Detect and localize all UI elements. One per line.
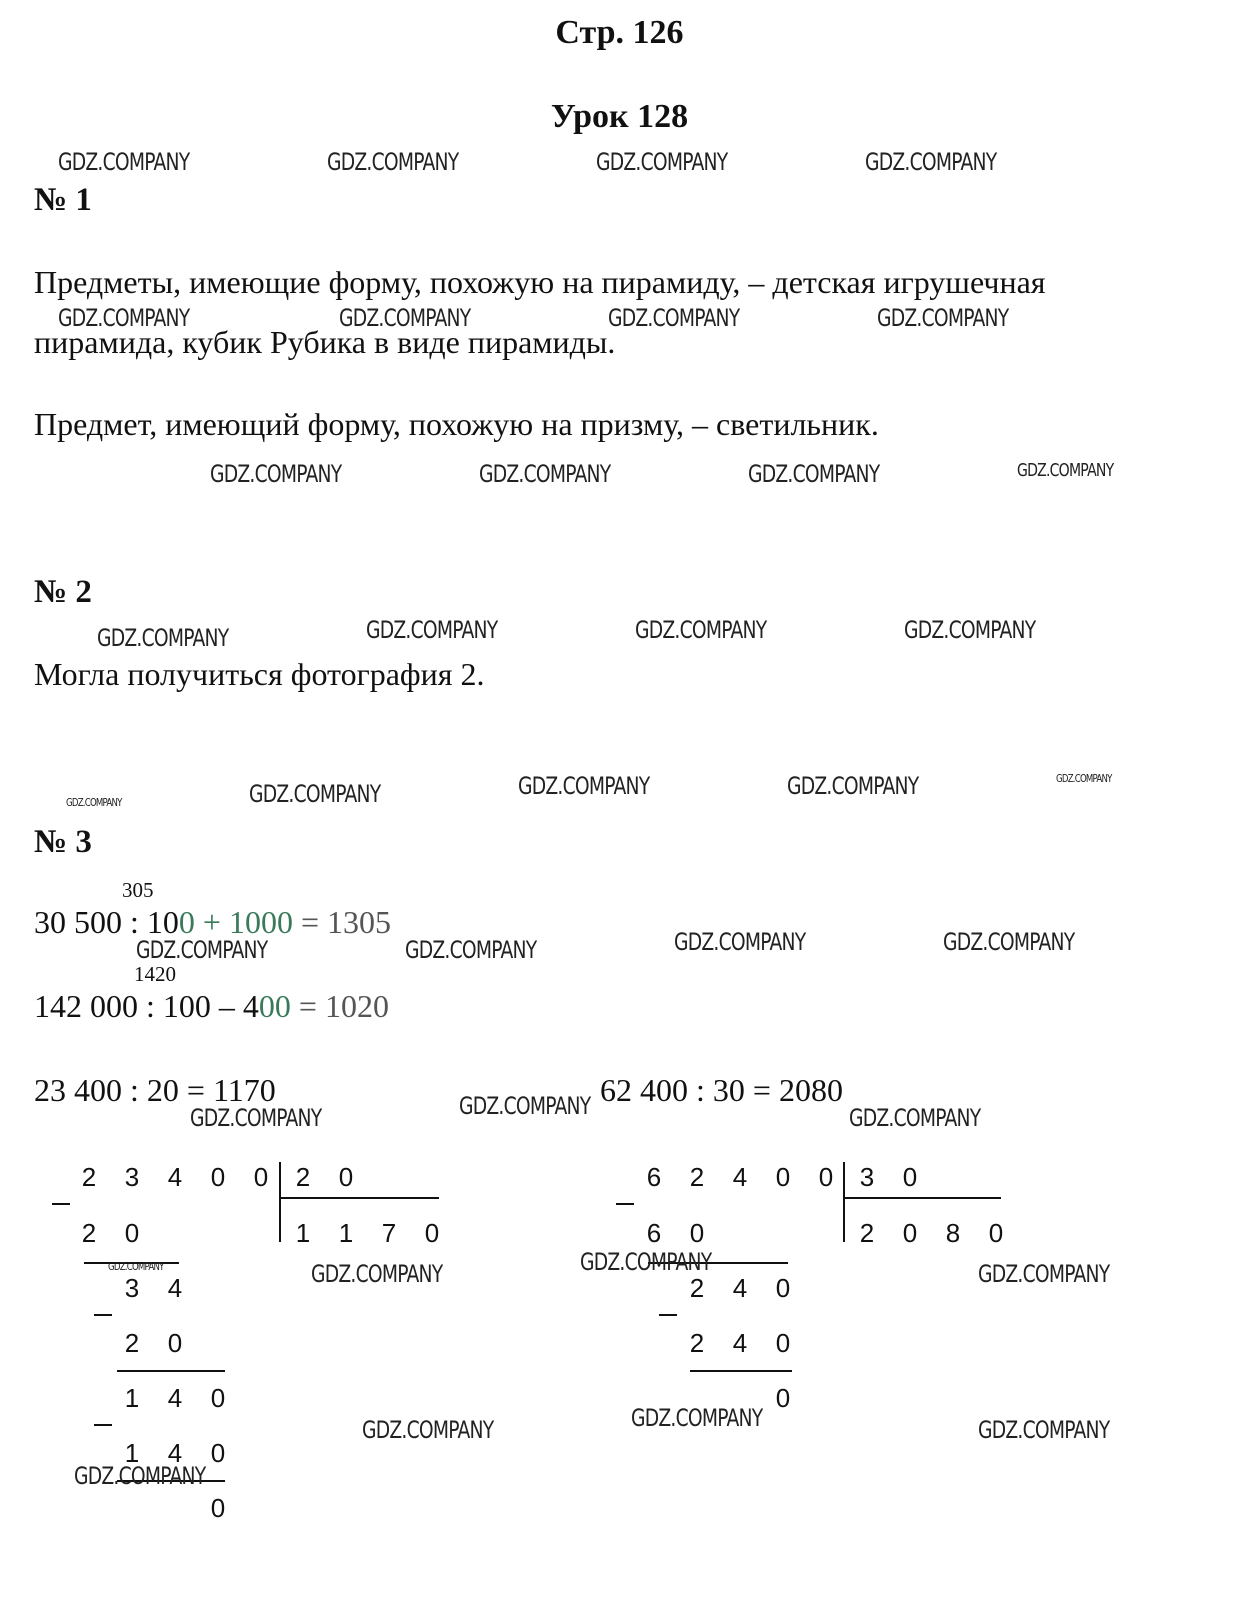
textbook-page: Стр. 126 Урок 128 № 1 Предметы, имеющие форму, похожую на пирамиду, – детская игрушечная пирамида, кубик Рубика в виде пирамиды. Предмет, имеющий форму, похожую на призму, – светильник. № 2 Могла получиться фотография 2. № 3 305 30 500 : 100 + 1000 = 1305 1420 142 000 : 100 – 400 = 1020 23 400 : 20 = 1170 62 400 : 30 = 2080 2 3 4 0 0 2 0 1 1 7 0 2 0 3 4 2 0 1 4 0 1 4 0 0 6 2 4 0 0 3 0 2 0 8 0 6 0 2 4 0 2 4 0 0 GDZ.COMPANY GDZ.COMPANY GDZ.COMPANY GDZ.COMPANY GDZ.COMPANY GDZ.COMPANY GDZ.COMPANY GDZ.COMPANY GDZ.COMPANY GDZ.COMPANY GDZ.COMPANY GDZ.COMPANY GDZ.COMPANY GDZ.COMPANY GDZ.COMPANY GDZ.COMPANY GDZ.COMPANY GDZ.COMPANY GDZ.COMPANY GDZ.COMPANY GDZ.COMPANY GDZ.COMPANY GDZ.COMPANY GDZ.COMPANY GDZ.COMPANY GDZ.COMPANY GDZ.COMPANY GDZ.COMPANY GDZ.COMPANY GDZ.COMPANY GDZ.COMPANY GDZ.COMPANY GDZ.COMPANY GDZ.COMPANY GDZ.COMPANY GDZ.COMPANY xyxy=(0,0,1239,1608)
expr-2-intermediate-note: 1420 xyxy=(134,962,176,986)
expr-2-part-3: = 1020 xyxy=(290,988,389,1024)
watermark: GDZ.COMPANY xyxy=(877,304,1009,332)
watermark: GDZ.COMPANY xyxy=(249,780,381,808)
watermark: GDZ.COMPANY xyxy=(748,460,880,488)
expr-3: 23 400 : 20 = 1170 xyxy=(34,1072,276,1108)
task-1-text-line-3: Предмет, имеющий форму, похожую на призму, – светильник. xyxy=(34,406,879,442)
expr-2-part-2: 00 xyxy=(258,988,291,1024)
watermark: GDZ.COMPANY xyxy=(136,936,268,964)
expr-1-part-4: = 1305 xyxy=(292,904,391,940)
watermark: GDZ.COMPANY xyxy=(1017,460,1114,481)
task-2-label: № 2 xyxy=(34,574,92,610)
watermark: GDZ.COMPANY xyxy=(311,1260,443,1288)
task-1-text-line-2: пирамида, кубик Рубика в виде пирамиды. xyxy=(34,324,616,360)
watermark: GDZ.COMPANY xyxy=(210,460,342,488)
watermark: GDZ.COMPANY xyxy=(362,1416,494,1444)
watermark: GDZ.COMPANY xyxy=(339,304,471,332)
watermark: GDZ.COMPANY xyxy=(190,1104,322,1132)
watermark: GDZ.COMPANY xyxy=(787,772,919,800)
watermark: GDZ.COMPANY xyxy=(865,148,997,176)
watermark: GDZ.COMPANY xyxy=(97,624,229,652)
watermark: GDZ.COMPANY xyxy=(479,460,611,488)
watermark: GDZ.COMPANY xyxy=(518,772,650,800)
watermark: GDZ.COMPANY xyxy=(635,616,767,644)
watermark: GDZ.COMPANY xyxy=(108,1260,164,1273)
watermark: GDZ.COMPANY xyxy=(1056,772,1112,785)
expr-1-part-2: 0 + xyxy=(178,904,229,940)
task-3-label: № 3 xyxy=(34,824,92,860)
expr-4: 62 400 : 30 = 2080 xyxy=(600,1072,843,1108)
watermark: GDZ.COMPANY xyxy=(943,928,1075,956)
watermark: GDZ.COMPANY xyxy=(580,1248,712,1276)
watermark: GDZ.COMPANY xyxy=(596,148,728,176)
watermark: GDZ.COMPANY xyxy=(366,616,498,644)
watermark: GDZ.COMPANY xyxy=(405,936,537,964)
watermark: GDZ.COMPANY xyxy=(58,304,190,332)
task-1-text-line-1: Предметы, имеющие форму, похожую на пирамиду, – детская игрушечная xyxy=(34,264,1046,300)
watermark: GDZ.COMPANY xyxy=(674,928,806,956)
watermark: GDZ.COMPANY xyxy=(74,1462,206,1490)
page-number-title: Стр. 126 xyxy=(555,14,684,51)
watermark: GDZ.COMPANY xyxy=(327,148,459,176)
task-1-label: № 1 xyxy=(34,182,92,218)
lesson-title: Урок 128 xyxy=(550,98,689,135)
watermark: GDZ.COMPANY xyxy=(904,616,1036,644)
watermark: GDZ.COMPANY xyxy=(66,796,122,809)
expr-2 xyxy=(34,988,389,1025)
expr-1-part-1: 30 500 : 10 xyxy=(34,904,179,940)
watermark: GDZ.COMPANY xyxy=(978,1416,1110,1444)
watermark: GDZ.COMPANY xyxy=(608,304,740,332)
expr-1-intermediate-note: 305 xyxy=(122,878,154,902)
watermark: GDZ.COMPANY xyxy=(58,148,190,176)
watermark: GDZ.COMPANY xyxy=(459,1092,591,1120)
watermark: GDZ.COMPANY xyxy=(978,1260,1110,1288)
watermark: GDZ.COMPANY xyxy=(631,1404,763,1432)
expr-1-part-3: 1000 xyxy=(228,904,293,940)
expr-2-part-1: 142 000 : 100 – 4 xyxy=(34,988,259,1024)
task-2-answer: Могла получиться фотография 2. xyxy=(34,656,485,692)
watermark: GDZ.COMPANY xyxy=(849,1104,981,1132)
